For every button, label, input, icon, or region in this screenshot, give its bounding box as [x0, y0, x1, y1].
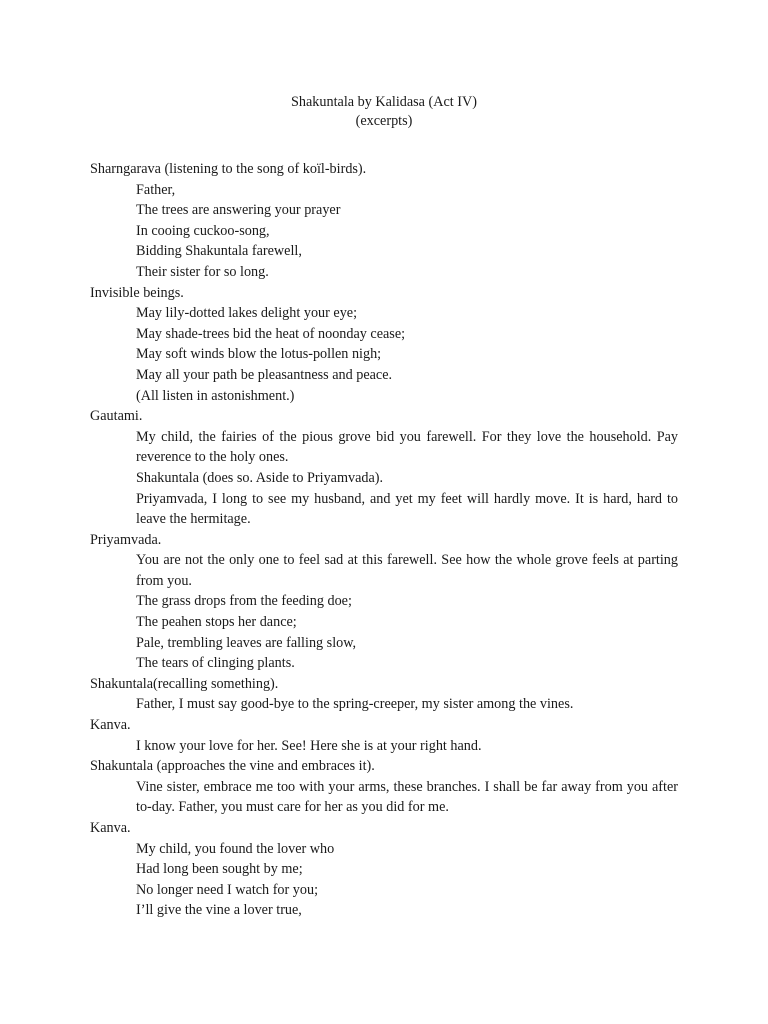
verse-line: Father, [136, 181, 176, 198]
verse-line: May soft winds blow the lotus-pollen nigh; [136, 346, 382, 363]
speaker-line: Priyamvada. [90, 531, 162, 548]
prose-paragraph: You are not the only one to feel sad at this farewell. See how the whole grove feels at parting from you. [136, 552, 678, 589]
verse-line: Had long been sought by me; [136, 861, 303, 878]
speaker-line: Shakuntala (approaches the vine and embraces it). [90, 758, 375, 775]
play-text [90, 159, 678, 921]
verse-line: The peahen stops her dance; [136, 614, 297, 631]
verse-line: Pale, trembling leaves are falling slow, [136, 634, 357, 651]
prose-paragraph: Priyamvada, I long to see my husband, and yet my feet will hardly move. It is hard, hard to leave the hermitage. [136, 490, 678, 528]
prose-paragraph: Father, I must say good-bye to the spring-creeper, my sister among the vines. [136, 696, 574, 713]
verse-line: I’ll give the vine a lover true, [136, 902, 302, 919]
document-title: Shakuntala by Kalidasa (Act IV) [291, 94, 477, 110]
verse-line: May shade-trees bid the heat of noonday cease; [136, 325, 406, 342]
speaker-line: Gautami. [90, 408, 143, 425]
verse-line: My child, you found the lover who [136, 840, 335, 857]
verse-line: The tears of clinging plants. [136, 655, 295, 672]
speaker-line: Shakuntala(recalling something). [90, 675, 279, 692]
verse-line: May lily-dotted lakes delight your eye; [136, 305, 358, 322]
speaker-line: Kanva. [90, 820, 131, 836]
stage-direction: Shakuntala (does so. Aside to Priyamvada). [136, 469, 384, 486]
prose-paragraph: My child, the fairies of the pious grove bid you farewell. For they love the household. Pay reverence to the holy ones. [136, 428, 678, 466]
stage-direction: (All listen in astonishment.) [136, 387, 295, 404]
speaker-line: Sharngarava (listening to the song of koïl-birds). [90, 161, 367, 177]
document-subtitle: (excerpts) [355, 113, 413, 129]
verse-line: Their sister for so long. [136, 263, 269, 280]
verse-line: The trees are answering your prayer [136, 202, 341, 219]
verse-line: The grass drops from the feeding doe; [136, 593, 352, 610]
verse-line: In cooing cuckoo-song, [136, 222, 270, 239]
speaker-line: Invisible beings. [90, 284, 184, 301]
verse-line: No longer need I watch for you; [136, 881, 319, 898]
title-block [0, 93, 768, 131]
prose-paragraph: I know your love for her. See! Here she is at your right hand. [136, 737, 482, 754]
speaker-line: Kanva. [90, 717, 131, 734]
verse-line: Bidding Shakuntala farewell, [136, 243, 302, 260]
prose-paragraph: Vine sister, embrace me too with your arms, these branches. I shall be far away from you after to-day. Father, you must care for her as you did for me. [136, 778, 678, 816]
verse-line: May all your path be pleasantness and peace. [136, 366, 393, 383]
